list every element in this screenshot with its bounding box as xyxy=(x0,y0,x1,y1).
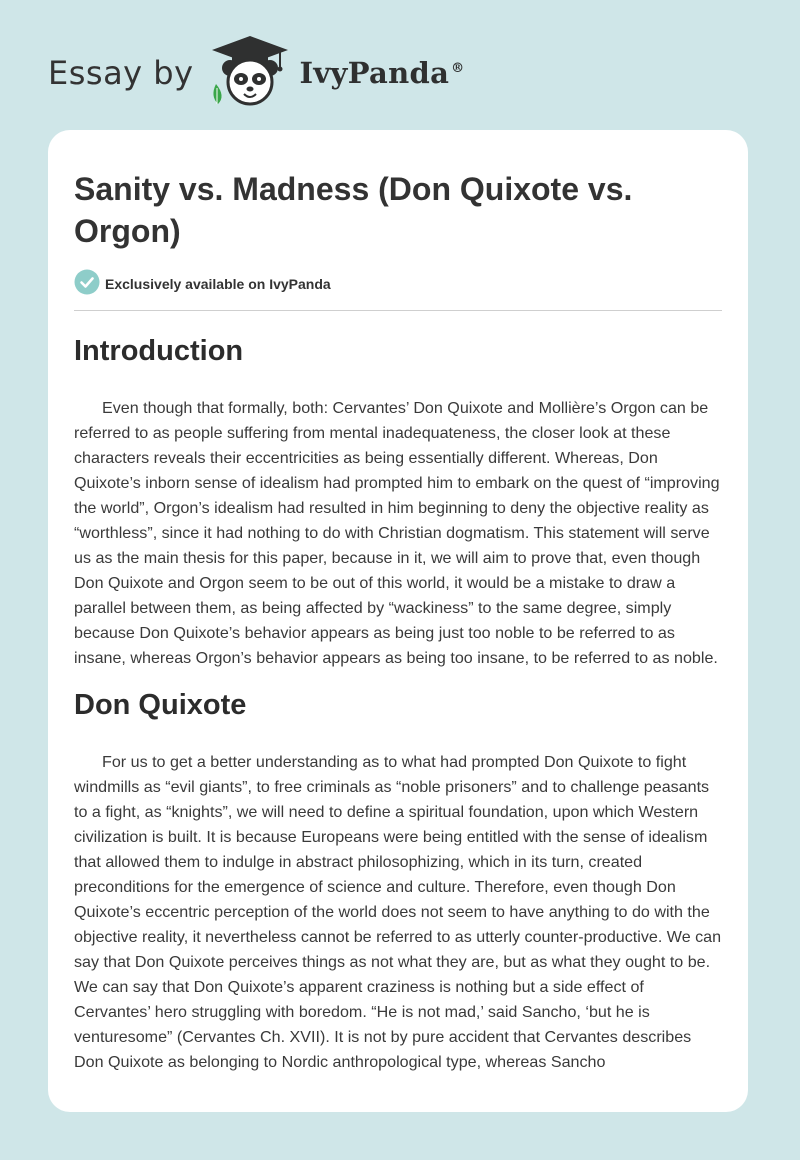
registered-mark: ® xyxy=(451,61,465,77)
section-body-don-quixote: For us to get a better understanding as to what had prompted Don Quixote to fight windmills as “evil giants”, to free criminals as “noble prisoners” and to challenge peasants to a fight, as “knights”, we will need to define a spiritual foundation, upon which Western civilization is built. It is because Europeans were being entitled with the sense of idealism that allowed them to indulge in abstract philosophizing, which in its turn, created preconditions for the emergence of science and culture. Therefore, even though Don Quixote’s eccentric perception of the world does not seem to have anything to do with the objective reality, it nevertheless cannot be referred to as utterly counter-productive. We can say that Don Quixote perceives things as not what they are, but as what they ought to be. We can say that Don Quixote’s apparent craziness is nothing but a side effect of Cervantes’ hero struggling with boredom. “He is not mad,’ said Sancho, ‘but he is venturesome” (Cervantes Ch. XVII). It is not by pure accident that Cervantes describes Don Quixote as belonging to Nordic anthropological type, whereas Sancho xyxy=(74,753,722,1071)
site-header xyxy=(48,36,464,110)
essay-card xyxy=(48,130,748,1112)
exclusive-badge xyxy=(74,270,722,298)
panda-graduate-icon[interactable] xyxy=(208,34,292,113)
badge-label: Exclusively available on IvyPanda xyxy=(105,276,331,292)
section-body-introduction: Even though that formally, both: Cervantes’ Don Quixote and Mollière’s Orgon can be referred to as people suffering from mental inadequateness, the closer look at these characters reveals their eccentricities as being essentially different. Whereas, Don Quixote’s inborn sense of idealism had prompted him to embark on the quest of “improving the world”, Orgon’s idealism had resulted in him beginning to deny the objective reality as “worthless”, since it had nothing to do with Christian dogmatism. This statement will serve us as the main thesis for this paper, because in it, we will aim to prove that, even though Don Quixote and Orgon seem to be out of this world, it would be a mistake to draw a parallel between them, as being affected by “wackiness” to the same degree, simply because Don Quixote’s behavior appears as being just too noble to be referred to as insane, whereas Orgon’s behavior appears as being too insane, to be referred to as noble. xyxy=(74,399,720,667)
section-heading-don-quixote: Don Quixote xyxy=(74,689,247,721)
section-heading-introduction: Introduction xyxy=(74,335,244,367)
brand-name[interactable] xyxy=(300,56,465,90)
title-divider xyxy=(74,310,722,311)
brand-prefix: Essay by xyxy=(48,54,194,92)
check-circle-icon xyxy=(74,269,100,300)
page-title: Sanity vs. Madness (Don Quixote vs. Orgon) xyxy=(74,171,633,249)
brand-name-text: IvyPanda xyxy=(299,56,450,90)
